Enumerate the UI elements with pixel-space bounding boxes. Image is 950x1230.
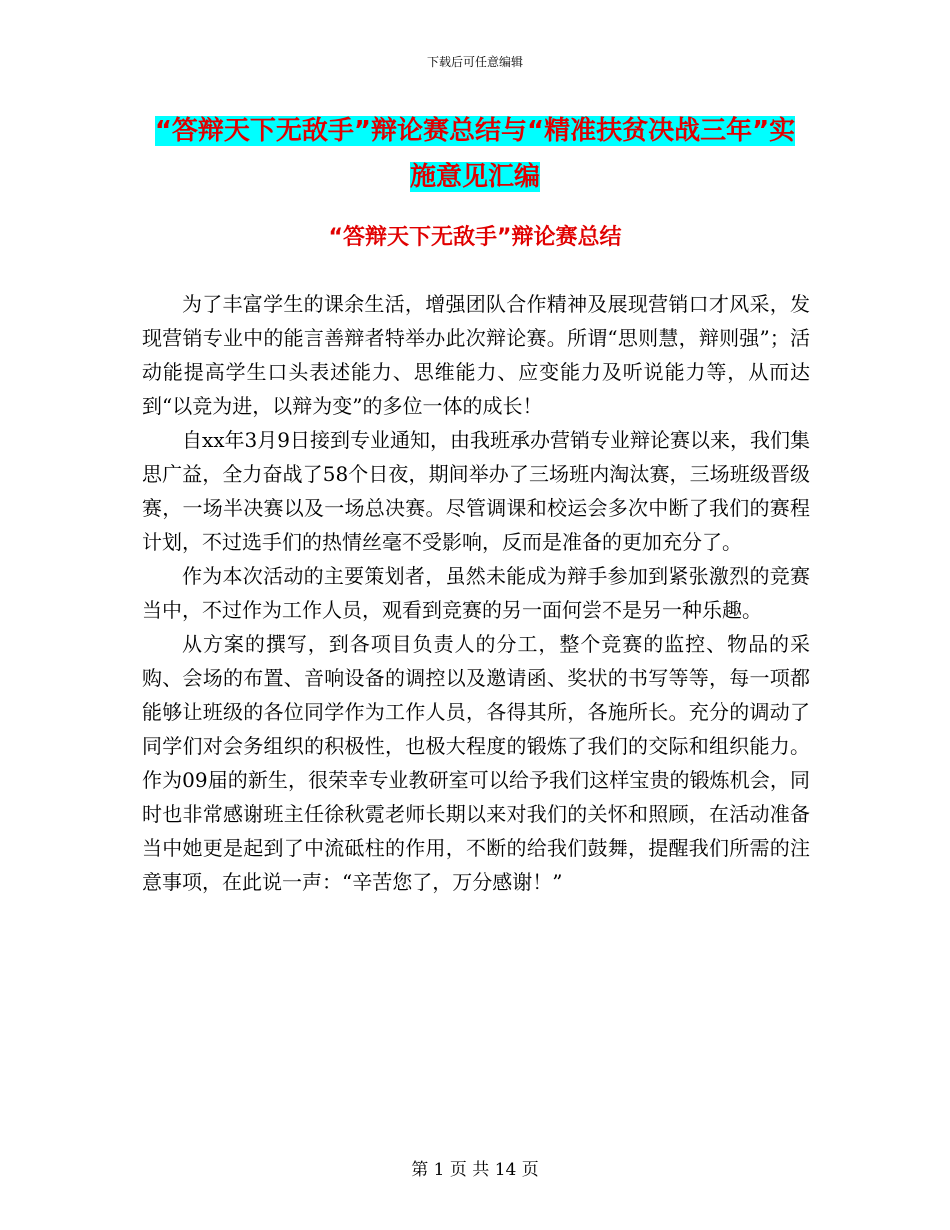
paragraph: 作为本次活动的主要策划者，虽然未能成为辩手参加到紧张激烈的竞赛当中，不过作为工作人员，观看到竞赛的另一面何尝不是另一种乐趣。 <box>142 564 810 622</box>
paragraph: 自xx年3月9日接到专业通知，由我班承办营销专业辩论赛以来，我们集思广益，全力奋战了58个日夜，期间举办了三场班内淘汰赛，三场班级晋级赛，一场半决赛以及一场总决赛。尽管调课和校运会多次中断了我们的赛程计划，不过选手们的热情丝毫不受影响，反而是准备的更加充分了。 <box>142 428 811 554</box>
document-title <box>150 108 800 200</box>
page-number: 第 1 页 共 14 页 <box>411 1160 539 1180</box>
page-header-note: 下载后可任意编辑 <box>426 55 523 69</box>
section-title: “答辩天下无敌手”辩论赛总结 <box>328 225 622 250</box>
document-title-text: “答辩天下无敌手”辩论赛总结与“精准扶贫决战三年”实施意见汇编 <box>154 116 796 192</box>
paragraph: 从方案的撰写，到各项目负责人的分工，整个竞赛的监控、物品的采购、会场的布置、音响设备的调控以及邀请函、奖状的书写等等，每一项都能够让班级的各位同学作为工作人员，各得其所，各施所长。充分的调动了同学们对会务组织的积极性，也极大程度的锻炼了我们的交际和组织能力。作为09届的新生，很荣幸专业教研室可以给予我们这样宝贵的锻炼机会，同时也非常感谢班主任徐秋霓老师长期以来对我们的关怀和照顾，在活动准备当中她更是起到了中流砥柱的作用，不断的给我们鼓舞，提醒我们所需的注意事项，在此说一声：“辛苦您了，万分感谢！” <box>142 632 810 894</box>
body-text <box>142 287 810 899</box>
paragraph: 为了丰富学生的课余生活，增强团队合作精神及展现营销口才风采，发现营销专业中的能言善辩者特举办此次辩论赛。所谓“思则慧，辩则强”；活动能提高学生口头表述能力、思维能力、应变能力及听说能力等，从而达到“以竞为进，以辩为变”的多位一体的成长！ <box>142 292 810 418</box>
